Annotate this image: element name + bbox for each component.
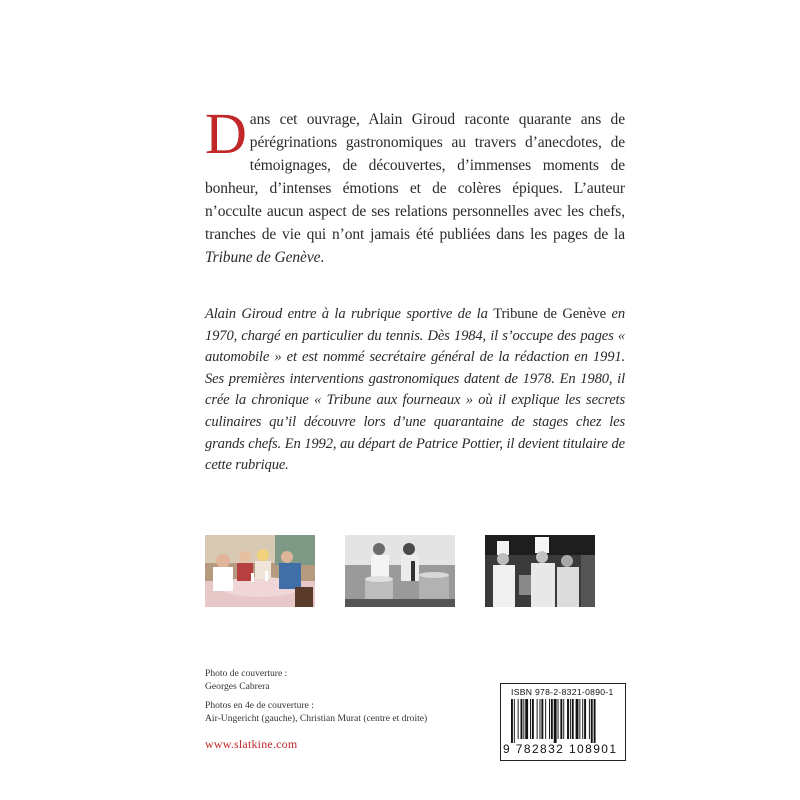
intro-newspaper-title: Tribune de Genève	[205, 249, 321, 266]
bio-part-1: Alain Giroud entre à la rubrique sportive de la	[205, 306, 494, 322]
intro-text: ans cet ouvrage, Alain Giroud raconte quarante ans de pérégrinations gastronomiques au travers d’anecdotes, de témoignages, de découvertes, d’immenses moments de bonheur, d’intenses émotions et de colères épiques. L’auteur n’occulte aucun aspect de ses relations personnelles avec les chefs, tranches de vie qui n’ont jamais été publiées dans les pages de la	[205, 111, 625, 243]
photo-chefs	[485, 535, 595, 607]
barcode-digits: 9 782832 108901	[503, 742, 618, 756]
drop-cap: D	[205, 101, 247, 166]
cover-photo-name: Georges Cabrera	[205, 680, 270, 692]
cover-photo-label: Photo de couverture :	[205, 668, 288, 679]
photo-dinner-color	[205, 535, 315, 607]
photo-chefs-image	[485, 535, 595, 607]
photo-credits	[205, 668, 485, 725]
photo-dinner-image	[205, 535, 315, 607]
photo-kitchen-pots	[345, 535, 455, 607]
intro-paragraph	[205, 101, 625, 269]
barcode-bars	[505, 699, 621, 745]
bio-newspaper-title: Tribune de Genève	[493, 306, 606, 322]
intro-end: .	[320, 249, 325, 266]
publisher-website: www.slatkine.com	[205, 737, 298, 751]
isbn-barcode	[500, 683, 626, 761]
back-photos-names: Air-Ungericht (gauche), Christian Murat (centre et droite)	[205, 712, 428, 724]
isbn-label: ISBN 978-2-8321-0890-1	[511, 687, 614, 697]
author-bio	[205, 304, 625, 477]
photo-kitchen-image	[345, 535, 455, 607]
back-photos-label: Photos en 4e de couverture :	[205, 700, 314, 711]
bio-part-2: en 1970, chargé en particulier du tennis. Dès 1984, il s’occupe des pages « automobile » et est nommé secrétaire général de la rédaction en 1991. Ses premières interventions gastronomiques datent de 1978. En 1980, il crée la chronique « Tribune aux fourneaux » où il explique les secrets culinaires qu’il découvre lors d’une quarantaine de stages chez les grands chefs. En 1992, au départ de Patrice Pottier, il devient titulaire de cette rubrique.	[205, 306, 625, 474]
